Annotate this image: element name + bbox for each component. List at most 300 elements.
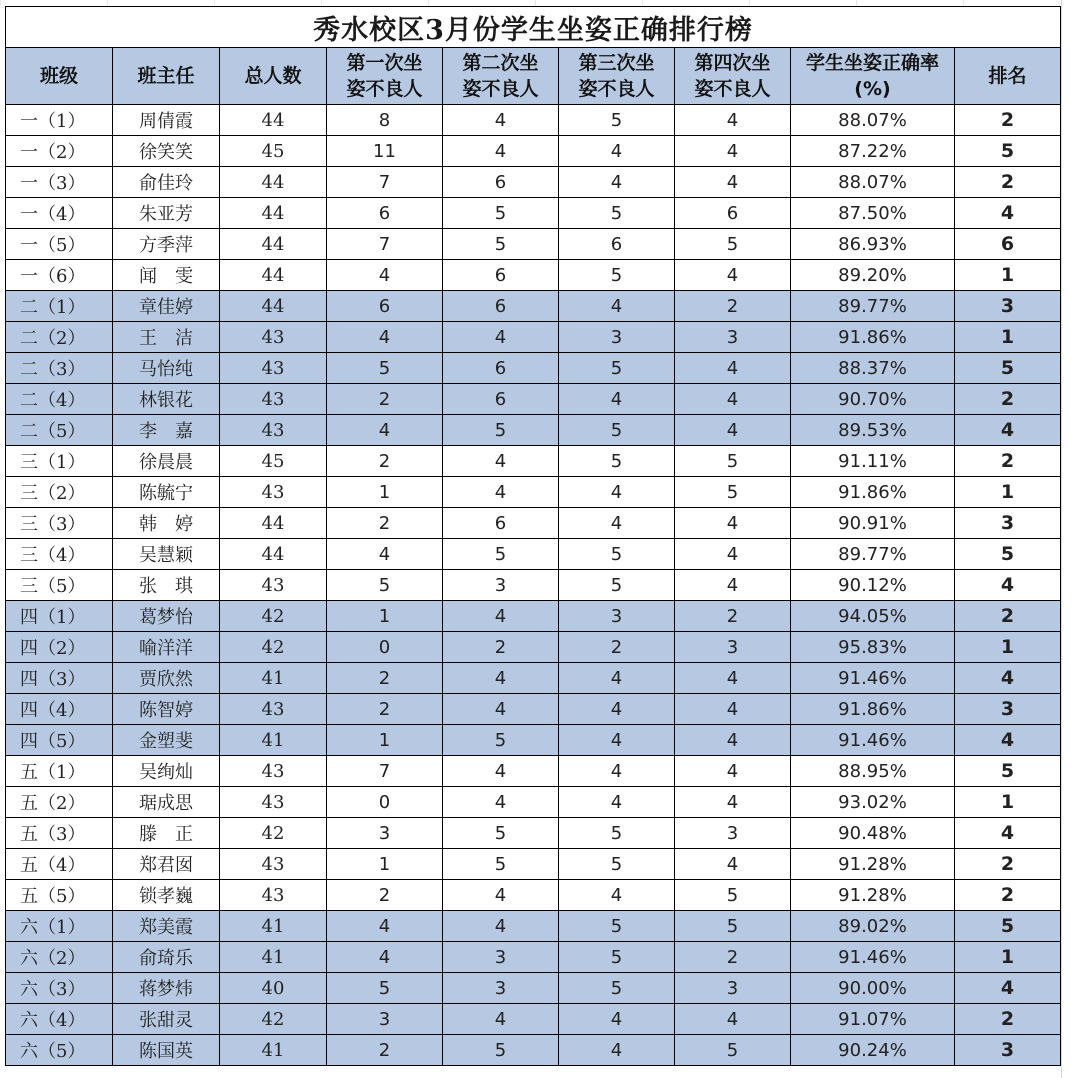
cell-class[interactable]: 三（4） [6,539,113,570]
cell-rank[interactable]: 3 [955,291,1061,322]
cell-third-check[interactable]: 4 [559,136,675,167]
cell-second-check[interactable]: 3 [443,570,559,601]
cell-total[interactable]: 44 [220,260,327,291]
cell-total[interactable]: 44 [220,198,327,229]
cell-rank[interactable]: 3 [955,1035,1061,1066]
cell-rank[interactable]: 4 [955,973,1061,1004]
cell-third-check[interactable]: 4 [559,787,675,818]
cell-rank[interactable]: 5 [955,136,1061,167]
table-row [6,818,1061,849]
cell-class[interactable]: 六（2） [6,942,113,973]
cell-first-check[interactable]: 0 [327,632,443,663]
cell-rank[interactable]: 5 [955,539,1061,570]
cell-fourth-check[interactable]: 5 [675,229,791,260]
cell-third-check[interactable]: 3 [559,322,675,353]
cell-rank[interactable]: 1 [955,787,1061,818]
cell-total[interactable]: 43 [220,384,327,415]
cell-class[interactable]: 一（2） [6,136,113,167]
cell-second-check[interactable]: 4 [443,663,559,694]
cell-teacher[interactable]: 方季萍 [113,229,220,260]
cell-fourth-check[interactable]: 4 [675,384,791,415]
cell-rank[interactable]: 1 [955,322,1061,353]
cell-teacher[interactable]: 吴慧颖 [113,539,220,570]
cell-teacher[interactable]: 琚成思 [113,787,220,818]
cell-total[interactable]: 42 [220,818,327,849]
cell-class[interactable]: 二（4） [6,384,113,415]
header-fourth-check[interactable] [675,48,791,105]
cell-rate[interactable]: 91.11% [791,446,955,477]
cell-class[interactable]: 四（1） [6,601,113,632]
header-fourth-line1: 第四次坐 [694,52,771,74]
cell-rank[interactable]: 6 [955,229,1061,260]
cell-first-check[interactable]: 0 [327,787,443,818]
cell-fourth-check[interactable]: 2 [675,601,791,632]
header-first-line2: 姿不良人 [346,78,423,100]
cell-rate[interactable]: 90.12% [791,570,955,601]
header-rate-line2: (%) [854,78,891,100]
cell-fourth-check[interactable]: 3 [675,818,791,849]
cell-teacher[interactable]: 周倩霞 [113,105,220,136]
cell-third-check[interactable]: 4 [559,663,675,694]
table-row [6,260,1061,291]
cell-total[interactable]: 42 [220,601,327,632]
cell-second-check[interactable]: 5 [443,1035,559,1066]
cell-fourth-check[interactable]: 2 [675,291,791,322]
cell-second-check[interactable]: 5 [443,415,559,446]
cell-third-check[interactable]: 4 [559,291,675,322]
cell-class[interactable]: 五（1） [6,756,113,787]
cell-rate[interactable]: 91.46% [791,942,955,973]
cell-rate[interactable]: 91.46% [791,725,955,756]
cell-rate[interactable]: 91.86% [791,477,955,508]
cell-rank[interactable]: 5 [955,911,1061,942]
cell-class[interactable]: 一（1） [6,105,113,136]
cell-third-check[interactable]: 4 [559,508,675,539]
cell-second-check[interactable]: 4 [443,787,559,818]
cell-fourth-check[interactable]: 3 [675,973,791,1004]
cell-first-check[interactable]: 4 [327,911,443,942]
cell-first-check[interactable]: 1 [327,849,443,880]
cell-rank[interactable]: 2 [955,105,1061,136]
cell-second-check[interactable]: 4 [443,694,559,725]
cell-rank[interactable]: 2 [955,849,1061,880]
cell-class[interactable]: 四（2） [6,632,113,663]
cell-third-check[interactable]: 3 [559,601,675,632]
cell-class[interactable]: 四（4） [6,694,113,725]
cell-teacher[interactable]: 吴绚灿 [113,756,220,787]
cell-third-check[interactable]: 4 [559,1035,675,1066]
cell-total[interactable]: 43 [220,322,327,353]
cell-total[interactable]: 44 [220,539,327,570]
cell-fourth-check[interactable]: 2 [675,942,791,973]
cell-rate[interactable]: 91.86% [791,322,955,353]
cell-rate[interactable]: 90.48% [791,818,955,849]
cell-rank[interactable]: 4 [955,570,1061,601]
cell-rank[interactable]: 1 [955,942,1061,973]
cell-first-check[interactable]: 7 [327,756,443,787]
cell-rate[interactable]: 91.28% [791,849,955,880]
cell-first-check[interactable]: 5 [327,973,443,1004]
cell-teacher[interactable]: 张甜灵 [113,1004,220,1035]
cell-rank[interactable]: 4 [955,415,1061,446]
cell-fourth-check[interactable]: 4 [675,260,791,291]
cell-second-check[interactable]: 5 [443,849,559,880]
cell-first-check[interactable]: 2 [327,880,443,911]
cell-first-check[interactable]: 4 [327,415,443,446]
cell-fourth-check[interactable]: 4 [675,787,791,818]
cell-third-check[interactable]: 6 [559,229,675,260]
cell-teacher[interactable]: 李 嘉 [113,415,220,446]
cell-second-check[interactable]: 5 [443,229,559,260]
cell-second-check[interactable]: 4 [443,322,559,353]
cell-class[interactable]: 二（1） [6,291,113,322]
cell-rank[interactable]: 4 [955,663,1061,694]
cell-first-check[interactable]: 5 [327,353,443,384]
cell-rank[interactable]: 3 [955,508,1061,539]
cell-second-check[interactable]: 6 [443,508,559,539]
cell-total[interactable]: 45 [220,446,327,477]
cell-teacher[interactable]: 闻 雯 [113,260,220,291]
cell-rate[interactable]: 87.22% [791,136,955,167]
cell-third-check[interactable]: 4 [559,756,675,787]
cell-third-check[interactable]: 4 [559,694,675,725]
cell-rate[interactable]: 95.83% [791,632,955,663]
cell-fourth-check[interactable]: 4 [675,1004,791,1035]
cell-rate[interactable]: 90.91% [791,508,955,539]
cell-third-check[interactable]: 5 [559,818,675,849]
cell-third-check[interactable]: 4 [559,880,675,911]
cell-third-check[interactable]: 4 [559,477,675,508]
cell-teacher[interactable]: 马怡纯 [113,353,220,384]
cell-third-check[interactable]: 5 [559,911,675,942]
cell-teacher[interactable]: 喻洋洋 [113,632,220,663]
cell-rank[interactable]: 4 [955,198,1061,229]
cell-teacher[interactable]: 章佳婷 [113,291,220,322]
cell-second-check[interactable]: 6 [443,260,559,291]
cell-fourth-check[interactable]: 5 [675,1035,791,1066]
cell-fourth-check[interactable]: 4 [675,756,791,787]
cell-rate[interactable]: 94.05% [791,601,955,632]
cell-total[interactable]: 44 [220,229,327,260]
cell-second-check[interactable]: 2 [443,632,559,663]
cell-class[interactable]: 六（3） [6,973,113,1004]
cell-first-check[interactable]: 5 [327,570,443,601]
cell-class[interactable]: 二（2） [6,322,113,353]
cell-third-check[interactable]: 4 [559,167,675,198]
cell-teacher[interactable]: 张 琪 [113,570,220,601]
cell-second-check[interactable]: 4 [443,880,559,911]
cell-fourth-check[interactable]: 5 [675,880,791,911]
cell-second-check[interactable]: 6 [443,353,559,384]
cell-first-check[interactable]: 7 [327,229,443,260]
cell-rank[interactable]: 2 [955,1004,1061,1035]
cell-fourth-check[interactable]: 3 [675,322,791,353]
cell-first-check[interactable]: 6 [327,291,443,322]
cell-class[interactable]: 五（5） [6,880,113,911]
cell-total[interactable]: 43 [220,353,327,384]
cell-teacher[interactable]: 朱亚芳 [113,198,220,229]
cell-rank[interactable]: 5 [955,756,1061,787]
cell-third-check[interactable]: 2 [559,632,675,663]
cell-class[interactable]: 四（3） [6,663,113,694]
cell-first-check[interactable]: 4 [327,260,443,291]
cell-class[interactable]: 三（3） [6,508,113,539]
cell-total[interactable]: 43 [220,570,327,601]
cell-first-check[interactable]: 1 [327,477,443,508]
cell-teacher[interactable]: 俞佳玲 [113,167,220,198]
cell-teacher[interactable]: 郑君囡 [113,849,220,880]
cell-first-check[interactable]: 8 [327,105,443,136]
cell-rate[interactable]: 88.37% [791,353,955,384]
cell-total[interactable]: 44 [220,105,327,136]
cell-class[interactable]: 二（3） [6,353,113,384]
cell-third-check[interactable]: 5 [559,539,675,570]
cell-total[interactable]: 44 [220,291,327,322]
cell-class[interactable]: 五（2） [6,787,113,818]
cell-third-check[interactable]: 5 [559,415,675,446]
cell-class[interactable]: 五（3） [6,818,113,849]
cell-total[interactable]: 41 [220,942,327,973]
table-row [6,384,1061,415]
cell-second-check[interactable]: 5 [443,818,559,849]
cell-fourth-check[interactable]: 4 [675,508,791,539]
cell-fourth-check[interactable]: 4 [675,694,791,725]
cell-teacher[interactable]: 蒋梦炜 [113,973,220,1004]
cell-second-check[interactable]: 6 [443,291,559,322]
cell-second-check[interactable]: 6 [443,384,559,415]
cell-teacher[interactable]: 陈国英 [113,1035,220,1066]
cell-class[interactable]: 一（4） [6,198,113,229]
cell-fourth-check[interactable]: 3 [675,632,791,663]
cell-class[interactable]: 六（4） [6,1004,113,1035]
cell-second-check[interactable]: 4 [443,1004,559,1035]
cell-rate[interactable]: 91.07% [791,1004,955,1035]
cell-teacher[interactable]: 徐晨晨 [113,446,220,477]
cell-rank[interactable]: 3 [955,694,1061,725]
cell-third-check[interactable]: 4 [559,725,675,756]
cell-rank[interactable]: 1 [955,632,1061,663]
cell-class[interactable]: 五（4） [6,849,113,880]
cell-second-check[interactable]: 4 [443,756,559,787]
header-rank[interactable]: 排名 [955,48,1061,105]
cell-second-check[interactable]: 4 [443,446,559,477]
cell-fourth-check[interactable]: 4 [675,725,791,756]
cell-class[interactable]: 一（6） [6,260,113,291]
cell-third-check[interactable]: 5 [559,198,675,229]
cell-second-check[interactable]: 3 [443,973,559,1004]
cell-total[interactable]: 43 [220,756,327,787]
cell-class[interactable]: 三（2） [6,477,113,508]
cell-rate[interactable]: 89.20% [791,260,955,291]
cell-first-check[interactable]: 2 [327,663,443,694]
cell-second-check[interactable]: 5 [443,725,559,756]
cell-rank[interactable]: 2 [955,167,1061,198]
cell-second-check[interactable]: 4 [443,136,559,167]
cell-first-check[interactable]: 4 [327,539,443,570]
cell-rank[interactable]: 2 [955,446,1061,477]
cell-first-check[interactable]: 1 [327,601,443,632]
cell-rate[interactable]: 91.28% [791,880,955,911]
header-class[interactable]: 班级 [6,48,113,105]
cell-first-check[interactable]: 3 [327,1004,443,1035]
header-third-line2: 姿不良人 [578,78,655,100]
cell-total[interactable]: 44 [220,508,327,539]
cell-rate[interactable]: 91.86% [791,694,955,725]
cell-third-check[interactable]: 5 [559,570,675,601]
cell-total[interactable]: 41 [220,663,327,694]
cell-rate[interactable]: 88.07% [791,105,955,136]
cell-rank[interactable]: 1 [955,260,1061,291]
cell-class[interactable]: 三（5） [6,570,113,601]
cell-teacher[interactable]: 王 洁 [113,322,220,353]
cell-second-check[interactable]: 4 [443,911,559,942]
cell-teacher[interactable]: 葛梦怡 [113,601,220,632]
cell-total[interactable]: 40 [220,973,327,1004]
cell-third-check[interactable]: 4 [559,1004,675,1035]
cell-total[interactable]: 43 [220,787,327,818]
cell-total[interactable]: 41 [220,911,327,942]
cell-rate[interactable]: 89.77% [791,539,955,570]
cell-first-check[interactable]: 6 [327,198,443,229]
header-rate[interactable] [791,48,955,105]
cell-third-check[interactable]: 5 [559,942,675,973]
cell-rank[interactable]: 2 [955,601,1061,632]
cell-total[interactable]: 43 [220,880,327,911]
header-third-check[interactable] [559,48,675,105]
cell-class[interactable]: 二（5） [6,415,113,446]
header-first-check[interactable] [327,48,443,105]
cell-rate[interactable]: 93.02% [791,787,955,818]
cell-teacher[interactable]: 滕 正 [113,818,220,849]
cell-rank[interactable]: 4 [955,818,1061,849]
cell-class[interactable]: 三（1） [6,446,113,477]
cell-rate[interactable]: 90.00% [791,973,955,1004]
cell-teacher[interactable]: 郑美霞 [113,911,220,942]
table-row [6,105,1061,136]
cell-total[interactable]: 43 [220,477,327,508]
cell-rank[interactable]: 5 [955,353,1061,384]
table-row [6,167,1061,198]
cell-total[interactable]: 42 [220,632,327,663]
cell-rank[interactable]: 4 [955,725,1061,756]
cell-first-check[interactable]: 2 [327,694,443,725]
cell-third-check[interactable]: 5 [559,105,675,136]
header-teacher[interactable]: 班主任 [113,48,220,105]
cell-first-check[interactable]: 2 [327,508,443,539]
cell-second-check[interactable]: 5 [443,198,559,229]
cell-class[interactable]: 六（5） [6,1035,113,1066]
cell-rank[interactable]: 1 [955,477,1061,508]
cell-class[interactable]: 一（3） [6,167,113,198]
cell-total[interactable]: 41 [220,1035,327,1066]
cell-fourth-check[interactable]: 6 [675,198,791,229]
cell-third-check[interactable]: 5 [559,260,675,291]
cell-third-check[interactable]: 5 [559,849,675,880]
cell-total[interactable]: 45 [220,136,327,167]
cell-fourth-check[interactable]: 4 [675,663,791,694]
cell-first-check[interactable]: 2 [327,384,443,415]
cell-total[interactable]: 43 [220,849,327,880]
cell-second-check[interactable]: 4 [443,477,559,508]
cell-third-check[interactable]: 4 [559,384,675,415]
cell-third-check[interactable]: 5 [559,353,675,384]
cell-total[interactable]: 42 [220,1004,327,1035]
cell-total[interactable]: 41 [220,725,327,756]
cell-rate[interactable]: 90.70% [791,384,955,415]
cell-teacher[interactable]: 陈智婷 [113,694,220,725]
cell-class[interactable]: 四（5） [6,725,113,756]
header-total[interactable]: 总人数 [220,48,327,105]
cell-teacher[interactable]: 陈毓宁 [113,477,220,508]
cell-first-check[interactable]: 2 [327,1035,443,1066]
sheet-title[interactable]: 秀水校区3月份学生坐姿正确排行榜 [6,7,1061,48]
cell-fourth-check[interactable]: 4 [675,167,791,198]
cell-fourth-check[interactable]: 4 [675,353,791,384]
cell-fourth-check[interactable]: 4 [675,570,791,601]
cell-first-check[interactable]: 4 [327,322,443,353]
cell-total[interactable]: 44 [220,167,327,198]
cell-teacher[interactable]: 林银花 [113,384,220,415]
cell-second-check[interactable]: 3 [443,942,559,973]
cell-fourth-check[interactable]: 5 [675,446,791,477]
cell-teacher[interactable]: 贾欣然 [113,663,220,694]
cell-second-check[interactable]: 5 [443,539,559,570]
cell-teacher[interactable]: 锁孝巍 [113,880,220,911]
cell-teacher[interactable]: 徐笑笑 [113,136,220,167]
cell-rate[interactable]: 89.77% [791,291,955,322]
table-row [6,446,1061,477]
cell-first-check[interactable]: 4 [327,942,443,973]
cell-second-check[interactable]: 6 [443,167,559,198]
header-second-check[interactable] [443,48,559,105]
cell-fourth-check[interactable]: 4 [675,539,791,570]
cell-rate[interactable]: 86.93% [791,229,955,260]
cell-fourth-check[interactable]: 4 [675,105,791,136]
cell-second-check[interactable]: 4 [443,105,559,136]
cell-first-check[interactable]: 2 [327,446,443,477]
cell-class[interactable]: 六（1） [6,911,113,942]
cell-second-check[interactable]: 4 [443,601,559,632]
cell-rate[interactable]: 89.02% [791,911,955,942]
cell-first-check[interactable]: 7 [327,167,443,198]
cell-rate[interactable]: 90.24% [791,1035,955,1066]
table-row [6,415,1061,446]
cell-total[interactable]: 43 [220,415,327,446]
cell-teacher[interactable]: 韩 婷 [113,508,220,539]
cell-rate[interactable]: 88.07% [791,167,955,198]
cell-third-check[interactable]: 5 [559,973,675,1004]
cell-rank[interactable]: 2 [955,384,1061,415]
cell-third-check[interactable]: 5 [559,446,675,477]
cell-teacher[interactable]: 俞琦乐 [113,942,220,973]
cell-fourth-check[interactable]: 4 [675,415,791,446]
cell-rank[interactable]: 2 [955,880,1061,911]
cell-first-check[interactable]: 1 [327,725,443,756]
cell-first-check[interactable]: 11 [327,136,443,167]
cell-rate[interactable]: 91.46% [791,663,955,694]
cell-fourth-check[interactable]: 4 [675,849,791,880]
cell-class[interactable]: 一（5） [6,229,113,260]
cell-first-check[interactable]: 3 [327,818,443,849]
cell-rate[interactable]: 88.95% [791,756,955,787]
cell-fourth-check[interactable]: 4 [675,136,791,167]
cell-total[interactable]: 43 [220,694,327,725]
cell-teacher[interactable]: 金塑斐 [113,725,220,756]
cell-fourth-check[interactable]: 5 [675,911,791,942]
cell-rate[interactable]: 87.50% [791,198,955,229]
cell-fourth-check[interactable]: 5 [675,477,791,508]
cell-rate[interactable]: 89.53% [791,415,955,446]
